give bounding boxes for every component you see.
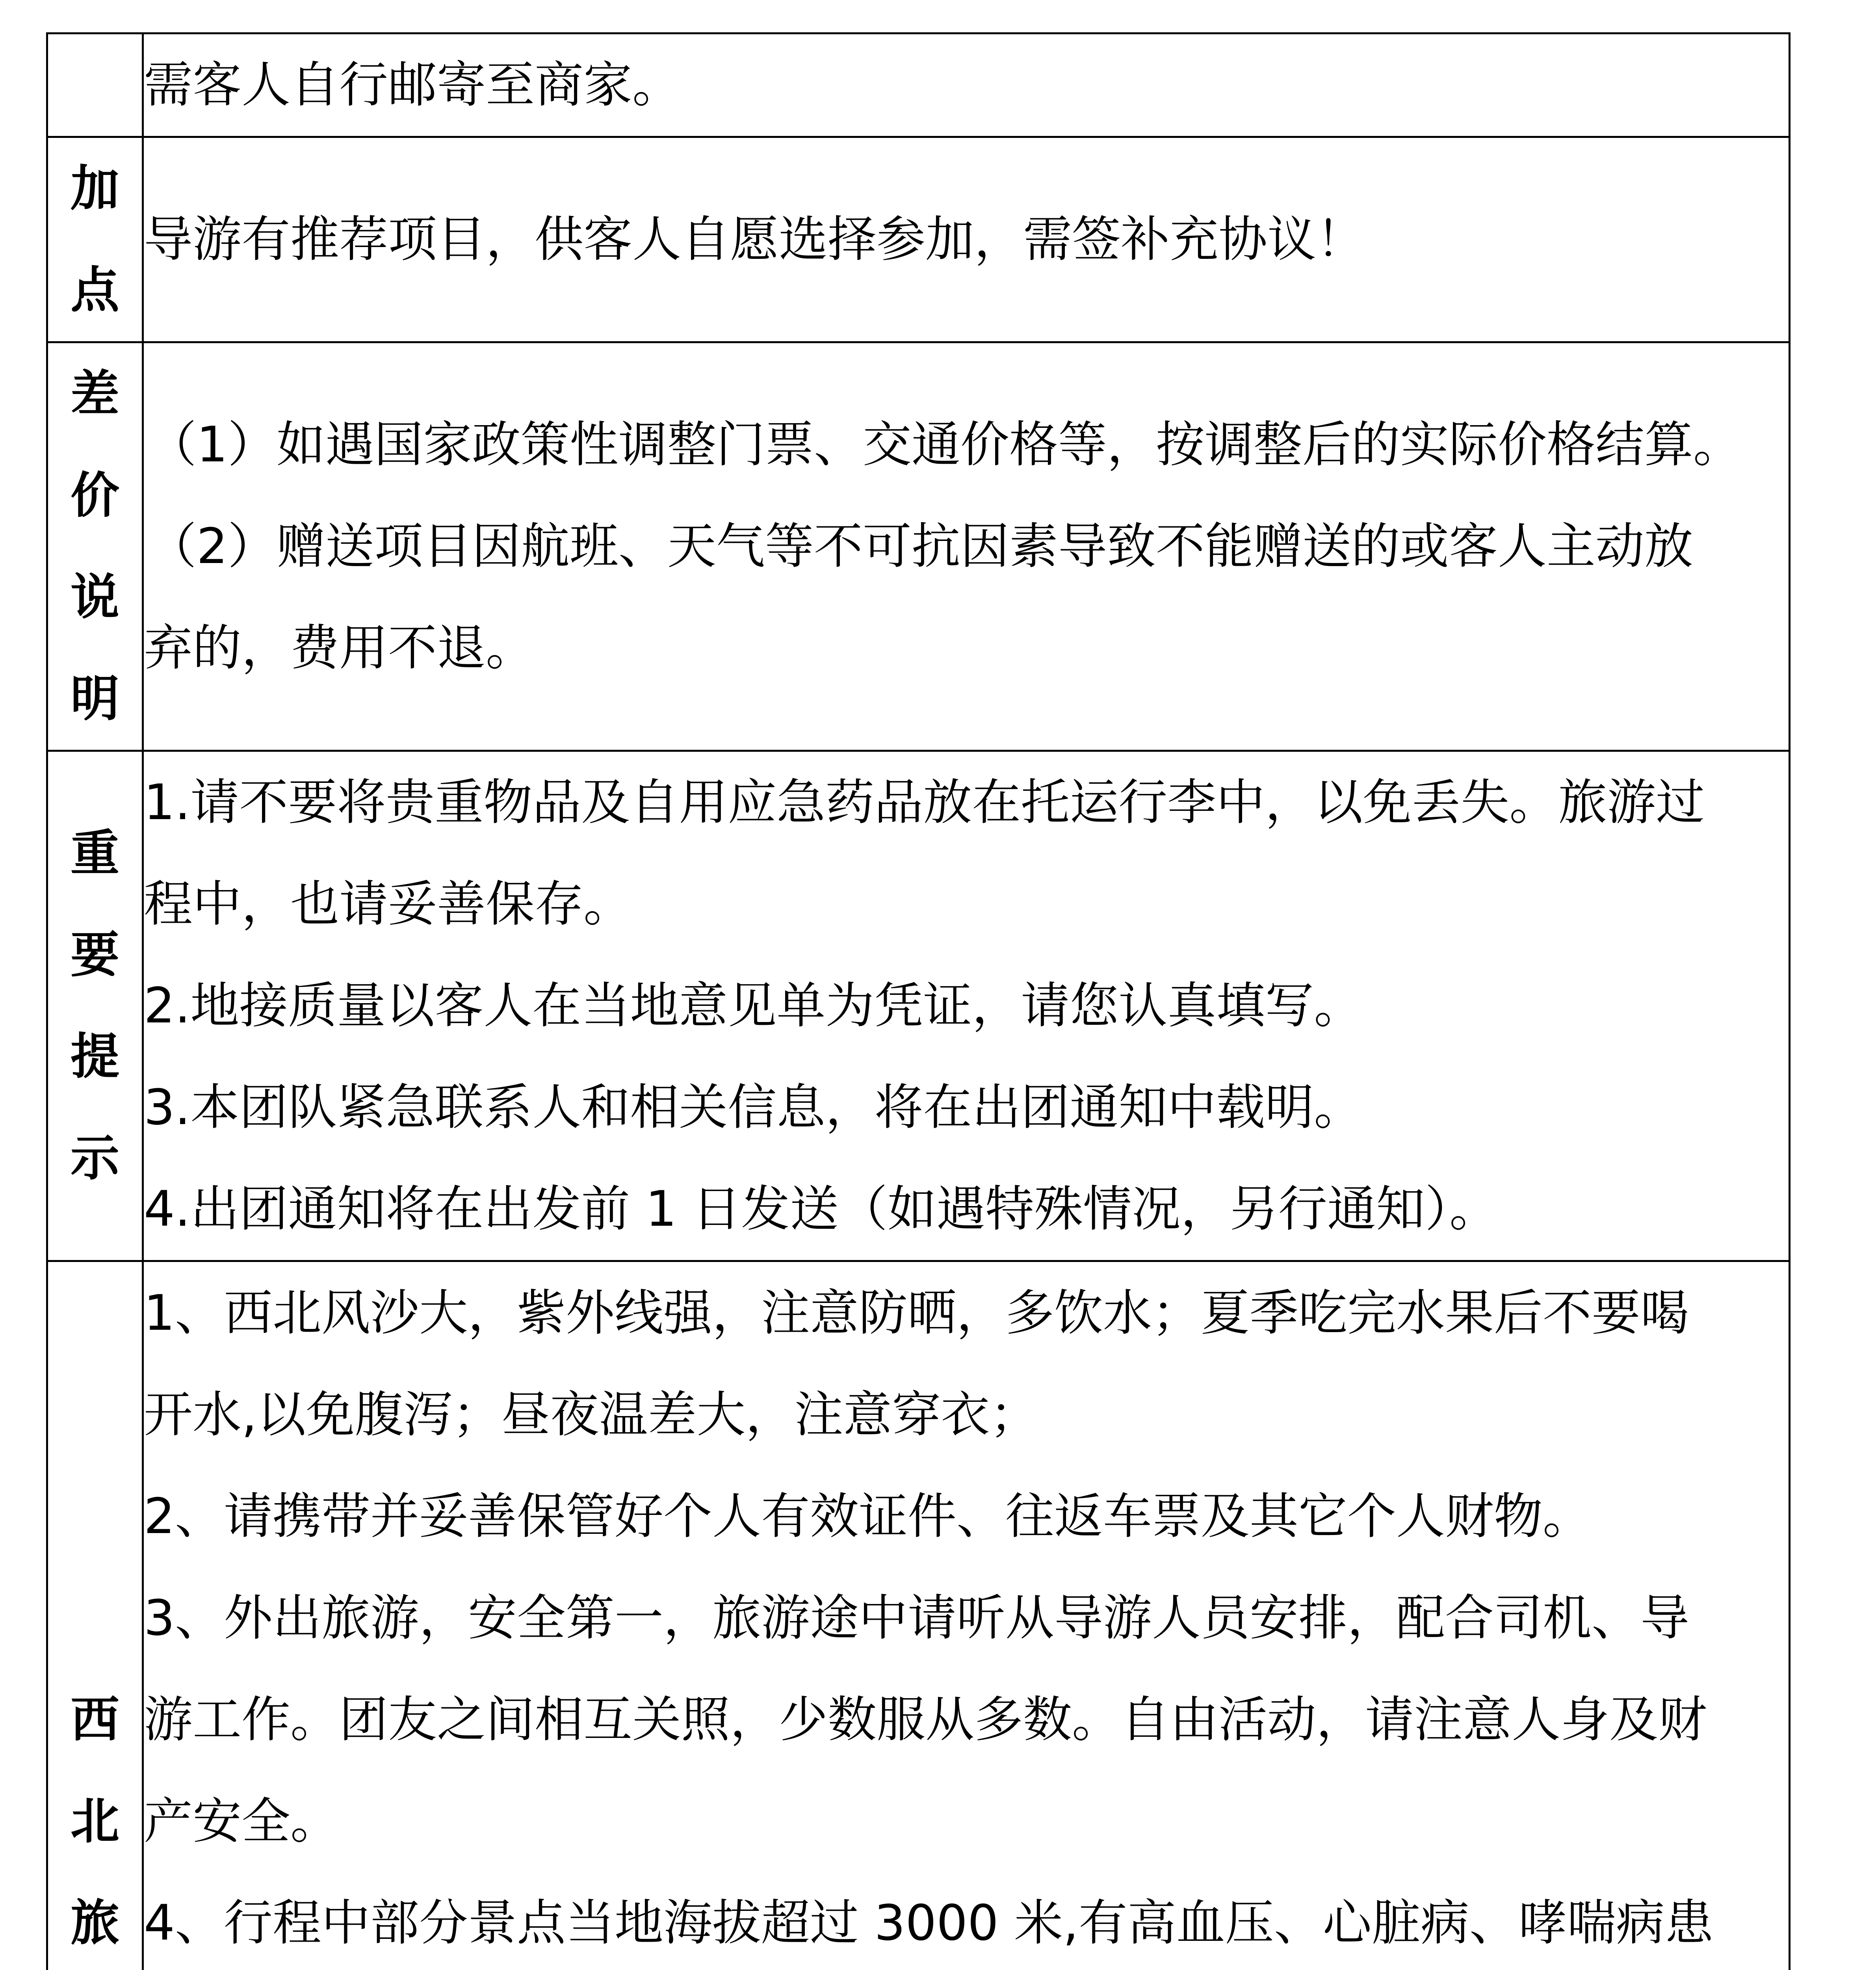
text-line: 游工作。团友之间相互关照，少数服从多数。自由活动，请注意人身及财	[144, 1691, 1707, 1748]
text-line: （1）如遇国家政策性调整门票、交通价格等，按调整后的实际价格结算。	[148, 416, 1742, 473]
text-line: 程中，也请妥善保存。	[144, 876, 633, 933]
text-line: 3、外出旅游，安全第一，旅游途中请听从导游人员安排，配合司机、导	[144, 1590, 1689, 1647]
text-line: 2.地接质量以客人在当地意见单为凭证，请您认真填写。	[144, 978, 1363, 1034]
label-char: 明	[70, 671, 119, 727]
row-content-cell	[143, 342, 1790, 751]
text-line: 弃的，费用不退。	[144, 620, 535, 676]
text-line: 3.本团队紧急联系人和相关信息，将在出团通知中载明。	[144, 1079, 1363, 1136]
label-char: 点	[70, 262, 119, 319]
row-label-cell	[47, 33, 143, 137]
label-char: 说	[70, 569, 119, 626]
table-row	[47, 751, 1790, 1261]
text-line: （2）赠送项目因航班、天气等不可抗因素导致不能赠送的或客人主动放	[148, 518, 1693, 575]
row-content-cell	[143, 1261, 1790, 1970]
label-char: 加	[70, 160, 119, 217]
text-line: 4.出团通知将在出发前 1 日发送（如遇特殊情况，另行通知）。	[144, 1181, 1499, 1238]
text-line: 需客人自行邮寄至商家。	[144, 57, 682, 113]
table-row	[47, 342, 1790, 751]
label-char: 旅	[70, 1895, 119, 1951]
text-line: 2、请携带并妥善保管好个人有效证件、往返车票及其它个人财物。	[144, 1488, 1592, 1545]
text-line: 开水,以免腹泻；昼夜温差大，注意穿衣；	[144, 1386, 1039, 1443]
row-content-cell	[143, 751, 1790, 1261]
text-line: 1、西北风沙大，紫外线强，注意防晒，多饮水；夏季吃完水果后不要喝	[144, 1285, 1689, 1342]
text-line: 产安全。	[144, 1793, 340, 1850]
row-label-cell	[47, 137, 143, 342]
info-table	[46, 32, 1791, 1970]
table-row	[47, 1261, 1790, 1970]
row-content-cell	[143, 33, 1790, 137]
table-row	[47, 137, 1790, 342]
label-char: 提	[70, 1028, 119, 1085]
label-char: 示	[70, 1130, 119, 1187]
label-char: 重	[70, 825, 119, 882]
label-char: 价	[70, 467, 119, 524]
label-char: 西	[70, 1691, 119, 1748]
row-content-cell	[143, 137, 1790, 342]
text-line: 导游有推荐项目，供客人自愿选择参加，需签补充协议！	[144, 211, 1365, 268]
label-char: 要	[70, 927, 119, 983]
text-line: 4、行程中部分景点当地海拔超过 3000 米,有高血压、心脏病、哮喘病患	[144, 1895, 1714, 1951]
label-char: 差	[70, 366, 119, 422]
row-label-cell	[47, 751, 143, 1261]
table-row	[47, 33, 1790, 137]
row-label-cell	[47, 342, 143, 751]
row-label-cell	[47, 1261, 143, 1970]
label-char: 北	[70, 1793, 119, 1850]
text-line: 1.请不要将贵重物品及自用应急药品放在托运行李中，以免丢失。旅游过	[144, 774, 1705, 831]
